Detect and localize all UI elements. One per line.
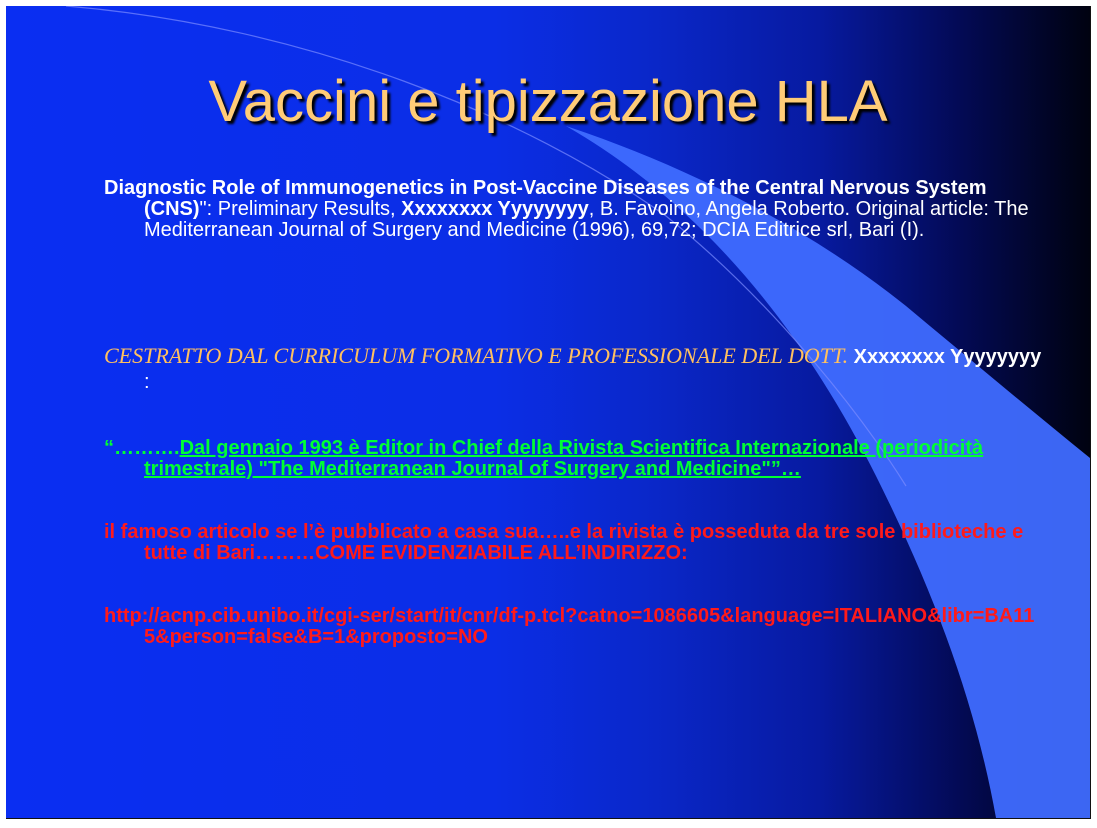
curriculum-extract-heading: [104, 344, 1044, 394]
quote-link[interactable]: Dal gennaio 1993 è Editor in Chief della Rivista Scientifica Internazionale (periodicità trimestrale) "The Mediterranean Journal of Surgery and Medicine"”…: [144, 437, 984, 480]
reference-paragraph: [104, 178, 1044, 241]
comment-paragraph: il famoso articolo se l’è pubblicato a casa sua…..e la rivista è posseduta da tre sole biblioteche e tutte di Bari………COME EVIDENZIABILE ALL’INDIRIZZO:: [104, 521, 1024, 564]
reference-text-2: , B. Favoino, Angela Roberto. Original article: The Mediterranean Journal of Surgery and Medicine (1996), 69,72; DCIA Editrice srl, Bari (I).: [144, 198, 1029, 241]
extract-name: Xxxxxxxx Yyyyyyyy: [853, 346, 1042, 368]
extract-italic-text: CESTRATTO DAL CURRICULUM FORMATIVO E PROFESSIONALE DEL DOTT: [104, 343, 843, 368]
quote-paragraph: [104, 438, 1044, 480]
extract-colon: :: [144, 371, 150, 393]
url-paragraph: http://acnp.cib.unibo.it/cgi-ser/start/it/cnr/df-p.tcl?catno=1086605&language=ITALIANO&libr=BA115&person=false&B=1&proposto=NO: [104, 605, 1035, 648]
slide-title: Vaccini e tipizzazione HLA: [208, 69, 888, 134]
article-title: Diagnostic Role of Immunogenetics in Post-Vaccine Diseases of the Central Nervous System (CNS): [104, 177, 987, 220]
reference-text-1: ": Preliminary Results,: [199, 198, 402, 220]
presentation-slide: [6, 6, 1091, 819]
extract-dot: .: [842, 343, 854, 368]
quote-prefix: “……….: [104, 437, 180, 459]
reference-author: Xxxxxxxx Yyyyyyyy: [401, 198, 589, 220]
